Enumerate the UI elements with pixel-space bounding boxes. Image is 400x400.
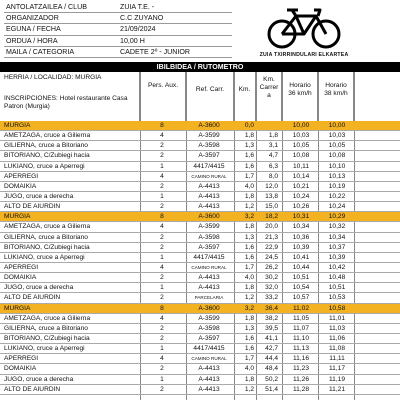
table-row	[0, 243, 400, 253]
km-cell: 1,7	[244, 263, 254, 271]
km-cell: 3,2	[244, 213, 254, 221]
ref-carr-cell: A-3597	[198, 152, 220, 160]
place-cell: APERREGI	[4, 172, 39, 180]
place-cell: AMETZAGA, cruce a Gilierna	[4, 314, 91, 322]
km-carrera-cell: 36,4	[265, 304, 278, 312]
place-cell: JUGO, cruce a derecha	[4, 375, 74, 383]
table-row	[0, 375, 400, 385]
pers-aux-cell: 1	[160, 345, 164, 353]
horario-38-cell: 10,34	[328, 233, 346, 241]
ref-carr-cell: 4417/4415	[193, 162, 225, 170]
km-carrera-cell: 8,0	[268, 172, 278, 180]
horario-38-cell: 11,17	[328, 365, 345, 373]
ref-carr-cell: 4417/4415	[193, 345, 225, 353]
place-cell: DOMAIKIA	[4, 365, 37, 373]
place-cell: MURGIA	[4, 304, 31, 312]
ref-carr-cell: A-3600	[198, 213, 220, 221]
km-cell: 1,8	[244, 375, 254, 383]
place-cell: AMETZAGA, cruce a Gilierna	[4, 223, 91, 231]
horario-38-cell: 11,01	[328, 314, 345, 322]
horario-36-cell: 10,51	[292, 274, 310, 282]
table-row	[0, 131, 400, 141]
km-carrera-cell: 6,3	[268, 162, 278, 170]
table-row	[0, 283, 400, 293]
km-carrera-cell: 39,5	[265, 324, 278, 332]
place-cell: LUKIANO, cruce a Aperregi	[4, 162, 85, 170]
table-row	[0, 121, 400, 131]
info-row	[4, 46, 232, 57]
pers-aux-cell: 2	[160, 334, 164, 342]
club-logo	[254, 4, 354, 58]
km-cell: 1,8	[244, 132, 254, 140]
km-cell: 3,2	[244, 304, 254, 312]
table-row	[0, 202, 400, 212]
km-carrera-cell: 51,4	[265, 385, 278, 393]
km-cell: 1,3	[244, 233, 254, 241]
info-label: ANTOLATZAILEA / CLUB	[6, 3, 87, 11]
pers-aux-cell: 2	[160, 182, 164, 190]
place-cell: JUGO, cruce a derecha	[4, 284, 74, 292]
pers-aux-cell: 8	[160, 213, 164, 221]
table-row	[0, 354, 400, 364]
info-label: MAILA / CATEGORIA	[6, 47, 75, 56]
km-cell: 0,0	[244, 122, 254, 129]
info-label: ORGANIZADOR	[6, 14, 59, 23]
info-row	[4, 24, 232, 35]
km-carrera-header: Km. Carrer a	[256, 72, 282, 121]
km-cell: 4,0	[244, 274, 254, 282]
km-carrera-cell: 18,2	[265, 213, 278, 221]
km-cell: 4,0	[244, 365, 254, 373]
ref-carr-cell: A-3597	[198, 334, 220, 342]
ref-carr-cell: PARCELARIA	[194, 295, 224, 301]
km-carrera-cell: 24,5	[265, 253, 278, 261]
horario-38-cell: 10,58	[328, 304, 346, 312]
km-carrera-cell: 21,3	[265, 233, 278, 241]
table-row	[0, 222, 400, 232]
horario-38-cell: 10,32	[328, 223, 346, 231]
ref-carr-cell: A-3600	[198, 122, 220, 129]
km-carrera-cell: 33,2	[265, 294, 278, 302]
ref-carr-cell: A-4413	[198, 375, 220, 383]
km-header: Km.	[234, 72, 256, 121]
km-carrera-cell: 41,1	[265, 334, 278, 342]
horario-38-cell: 10,08	[328, 152, 346, 160]
info-value: C.C ZUYANO	[120, 14, 164, 23]
horario-36-cell: 11,10	[292, 334, 309, 342]
pers-aux-cell: 4	[160, 132, 164, 140]
info-row	[4, 2, 232, 13]
horario-38-cell: 11,11	[329, 355, 345, 363]
km-cell: 1,3	[244, 142, 254, 150]
place-cell: LUKIANO, cruce a Aperregi	[4, 253, 85, 261]
horario-38-cell: 10,00	[328, 122, 346, 129]
table-row	[0, 344, 400, 354]
ref-carr-cell: A-4413	[198, 365, 220, 373]
km-cell: 1,6	[244, 243, 254, 251]
ref-carr-cell: A-3598	[198, 324, 220, 332]
pers-aux-cell: 1	[160, 284, 164, 292]
horario-36-cell: 10,57	[292, 294, 310, 302]
horario-36-cell: 11,28	[292, 385, 309, 393]
km-carrera-cell: 1,8	[268, 132, 278, 140]
table-row	[0, 212, 400, 222]
horario-36-cell: 10,41	[292, 253, 310, 261]
horario-36-cell: 10,05	[292, 142, 310, 150]
place-cell: BITORIANO, C/Zubiegi hacia	[4, 152, 90, 160]
horario-36-cell: 10,14	[292, 172, 310, 180]
pers-aux-cell: 2	[160, 203, 164, 211]
table-row	[0, 314, 400, 324]
horario-36-cell: 10,44	[292, 263, 310, 271]
pers-aux-cell: 1	[160, 192, 164, 200]
km-carrera-cell: 12,0	[265, 182, 278, 190]
info-table	[4, 2, 232, 58]
inscriptions-label: INSCRIPCIONES: Hotel restaurante Casa Patron (Murgia)	[4, 95, 128, 110]
table-row	[0, 385, 400, 395]
ref-carr-cell: A-4413	[198, 284, 220, 292]
horario-38-cell: 10,51	[328, 284, 346, 292]
place-cell: LUKIANO, cruce a Aperregi	[4, 345, 85, 353]
info-value: CADETE 2º - JUNIOR	[120, 47, 190, 56]
horario-36-cell: 10,24	[292, 192, 310, 200]
ref-carr-cell: CAMINO RURAL	[191, 264, 227, 270]
km-carrera-cell: 22,9	[265, 243, 278, 251]
km-carrera-cell: 3,1	[268, 142, 278, 150]
pers-aux-cell: 4	[160, 263, 164, 271]
horario-38-cell: 10,05	[328, 142, 346, 150]
place-cell: APERREGI	[4, 263, 39, 271]
pers-aux-cell: 2	[160, 274, 164, 282]
km-cell: 1,7	[244, 355, 254, 363]
horario-38-cell: 10,24	[328, 203, 346, 211]
km-carrera-cell: 32,0	[265, 284, 278, 292]
horario-36-cell: 11,02	[292, 304, 309, 312]
pers-aux-cell: 2	[160, 365, 164, 373]
horario-36-header: Horario 36 km/h	[282, 72, 318, 121]
pers-aux-cell: 2	[160, 294, 164, 302]
horario-36-cell: 10,26	[292, 203, 310, 211]
info-label: ORDUA / HORA	[6, 36, 58, 45]
ref-carr-cell: A-3598	[198, 233, 220, 241]
km-cell: 1,8	[244, 192, 254, 200]
table-row	[0, 293, 400, 303]
place-cell: GILIERNA, cruce a Bitoriano	[4, 324, 88, 332]
table-row	[0, 364, 400, 374]
table-row	[0, 304, 400, 314]
pers-aux-cell: 2	[160, 152, 164, 160]
ref-carr-cell: A-3599	[198, 314, 220, 322]
horario-38-cell: 10,19	[328, 182, 346, 190]
km-cell: 1,3	[244, 324, 254, 332]
km-carrera-cell: 13,8	[265, 192, 278, 200]
km-cell: 1,7	[244, 172, 254, 180]
ref-carr-cell: A-4413	[198, 385, 220, 393]
location-label: HERRIA / LOCALIDAD: MURGIA	[4, 74, 102, 81]
horario-36-cell: 11,07	[292, 324, 309, 332]
horario-36-cell: 10,34	[292, 223, 310, 231]
km-cell: 1,6	[244, 345, 254, 353]
pers-aux-cell: 2	[160, 385, 164, 393]
horario-36-cell: 11,16	[292, 355, 309, 363]
horario-38-cell: 11,21	[328, 385, 345, 393]
place-cell: GILIERNA, cruce a Bitoriano	[4, 142, 88, 150]
table-row	[0, 192, 400, 202]
ref-carr-cell: CAMINO RURAL	[191, 173, 227, 179]
km-cell: 1,6	[244, 162, 254, 170]
info-value: 21/09/2024	[120, 25, 156, 34]
ref-carr-cell: A-3598	[198, 142, 220, 150]
horario-36-cell: 11,05	[292, 314, 309, 322]
horario-38-cell: 10,13	[328, 172, 346, 180]
horario-36-cell: 10,08	[292, 152, 310, 160]
km-cell: 1,8	[244, 284, 254, 292]
km-cell: 1,6	[244, 253, 254, 261]
km-cell: 1,8	[244, 314, 254, 322]
pers-aux-cell: 8	[160, 122, 164, 129]
route-table	[0, 121, 400, 395]
ref-header: Ref. Carr.	[186, 72, 234, 121]
km-cell: 1,2	[244, 203, 254, 211]
section-title: IBILBIDEA / RUTOMETRO	[0, 62, 400, 72]
pers-aux-cell: 4	[160, 223, 164, 231]
horario-36-cell: 10,00	[292, 122, 310, 129]
pers-aux-cell: 1	[160, 253, 164, 261]
place-cell: APERREGI	[4, 355, 39, 363]
km-cell: 1,6	[244, 152, 254, 160]
horario-36-cell: 10,03	[292, 132, 310, 140]
info-label: EGUNA / FECHA	[6, 25, 61, 34]
km-carrera-cell: 44,4	[265, 355, 278, 363]
table-row	[0, 324, 400, 334]
km-cell: 1,6	[244, 334, 254, 342]
pers-header: Pers. Aux.	[140, 72, 186, 121]
horario-38-cell: 10,53	[328, 294, 346, 302]
place-cell: ALTO DE AIURDIN	[4, 294, 61, 302]
ref-carr-cell: A-3599	[198, 223, 220, 231]
horario-38-cell: 10,10	[328, 162, 346, 170]
location-header	[0, 72, 140, 121]
header	[0, 0, 400, 62]
place-cell: BITORIANO, C/Zubiegi hacia	[4, 334, 90, 342]
horario-36-cell: 10,11	[292, 162, 309, 170]
km-cell: 1,2	[244, 385, 254, 393]
km-carrera-cell: 50,2	[265, 375, 278, 383]
table-row	[0, 263, 400, 273]
info-value: 10,00 H	[120, 36, 145, 45]
horario-36-cell: 10,31	[292, 213, 310, 221]
ref-carr-cell: CAMINO RURAL	[191, 356, 227, 362]
place-cell: DOMAIKIA	[4, 274, 37, 282]
table-row	[0, 233, 400, 243]
table-row	[0, 162, 400, 172]
place-cell: MURGIA	[4, 122, 31, 129]
km-carrera-cell: 38,2	[265, 314, 278, 322]
horario-38-cell: 11,03	[328, 324, 345, 332]
ref-carr-cell: A-3597	[198, 243, 220, 251]
horario-38-cell: 11,19	[328, 375, 345, 383]
horario-36-cell: 10,39	[292, 243, 310, 251]
place-cell: GILIERNA, cruce a Bitoriano	[4, 233, 88, 241]
horario-38-cell: 10,42	[328, 263, 346, 271]
horario-38-cell: 10,39	[328, 253, 346, 261]
horario-36-cell: 10,36	[292, 233, 310, 241]
km-carrera-cell: 42,7	[265, 345, 278, 353]
km-carrera-cell: 26,2	[265, 263, 278, 271]
pers-aux-cell: 4	[160, 314, 164, 322]
place-cell: ALTO DE AIURDIN	[4, 203, 61, 211]
pers-aux-cell: 2	[160, 243, 164, 251]
pers-aux-cell: 4	[160, 355, 164, 363]
horario-38-cell: 11,08	[328, 345, 345, 353]
place-cell: BITORIANO, C/Zubiegi hacia	[4, 243, 90, 251]
info-row	[4, 13, 232, 24]
km-carrera-cell: 48,4	[265, 365, 278, 373]
km-carrera-cell: 20,0	[265, 223, 278, 231]
horario-38-cell: 10,22	[328, 192, 346, 200]
horario-38-cell: 11,06	[328, 334, 345, 342]
ref-carr-cell: 4417/4415	[193, 253, 225, 261]
km-cell: 1,2	[244, 294, 254, 302]
info-row	[4, 35, 232, 46]
horario-36-cell: 11,13	[292, 345, 309, 353]
pers-aux-cell: 2	[160, 142, 164, 150]
ref-carr-cell: A-4413	[198, 192, 220, 200]
table-row	[0, 141, 400, 151]
ref-carr-cell: A-4413	[198, 203, 220, 211]
km-carrera-cell: 30,2	[265, 274, 278, 282]
horario-38-cell: 10,37	[328, 243, 346, 251]
pers-aux-cell: 8	[160, 304, 164, 312]
horario-38-cell: 10,48	[328, 274, 346, 282]
pers-aux-cell: 1	[160, 375, 164, 383]
table-row	[0, 253, 400, 263]
ref-carr-cell: A-3599	[198, 132, 220, 140]
place-cell: ALTO DE AIURDIN	[4, 385, 61, 393]
info-value: ZUIA T.E. -	[120, 3, 155, 11]
km-carrera-cell: 4,7	[268, 152, 278, 160]
ref-carr-cell: A-4413	[198, 274, 220, 282]
horario-36-cell: 11,26	[292, 375, 309, 383]
horario-36-cell: 11,23	[292, 365, 309, 373]
table-row	[0, 273, 400, 283]
bicycle-icon	[254, 4, 354, 52]
pers-aux-cell: 1	[160, 162, 164, 170]
pers-aux-cell: 2	[160, 233, 164, 241]
table-row	[0, 182, 400, 192]
table-row	[0, 151, 400, 161]
place-cell: DOMAIKIA	[4, 182, 37, 190]
horario-38-cell: 10,29	[328, 213, 346, 221]
horario-36-cell: 10,54	[292, 284, 310, 292]
ref-carr-cell: A-3600	[198, 304, 220, 312]
km-carrera-cell: 15,0	[265, 203, 278, 211]
place-cell: MURGIA	[4, 213, 31, 221]
logo-text: ZUIA TXIRRINDULARI ELKARTEA	[259, 52, 349, 58]
place-cell: AMETZAGA, cruce a Gilierna	[4, 132, 91, 140]
ref-carr-cell: A-4413	[198, 182, 220, 190]
place-cell: JUGO, cruce a derecha	[4, 192, 74, 200]
horario-38-cell: 10,03	[328, 132, 346, 140]
horario-38-header: Horario 38 km/h	[318, 72, 354, 121]
pers-aux-cell: 4	[160, 172, 164, 180]
km-cell: 4,0	[244, 182, 254, 190]
table-row	[0, 334, 400, 344]
table-row	[0, 172, 400, 182]
horario-36-cell: 10,21	[292, 182, 310, 190]
km-cell: 1,8	[244, 223, 254, 231]
pers-aux-cell: 2	[160, 324, 164, 332]
column-headers	[0, 72, 400, 121]
